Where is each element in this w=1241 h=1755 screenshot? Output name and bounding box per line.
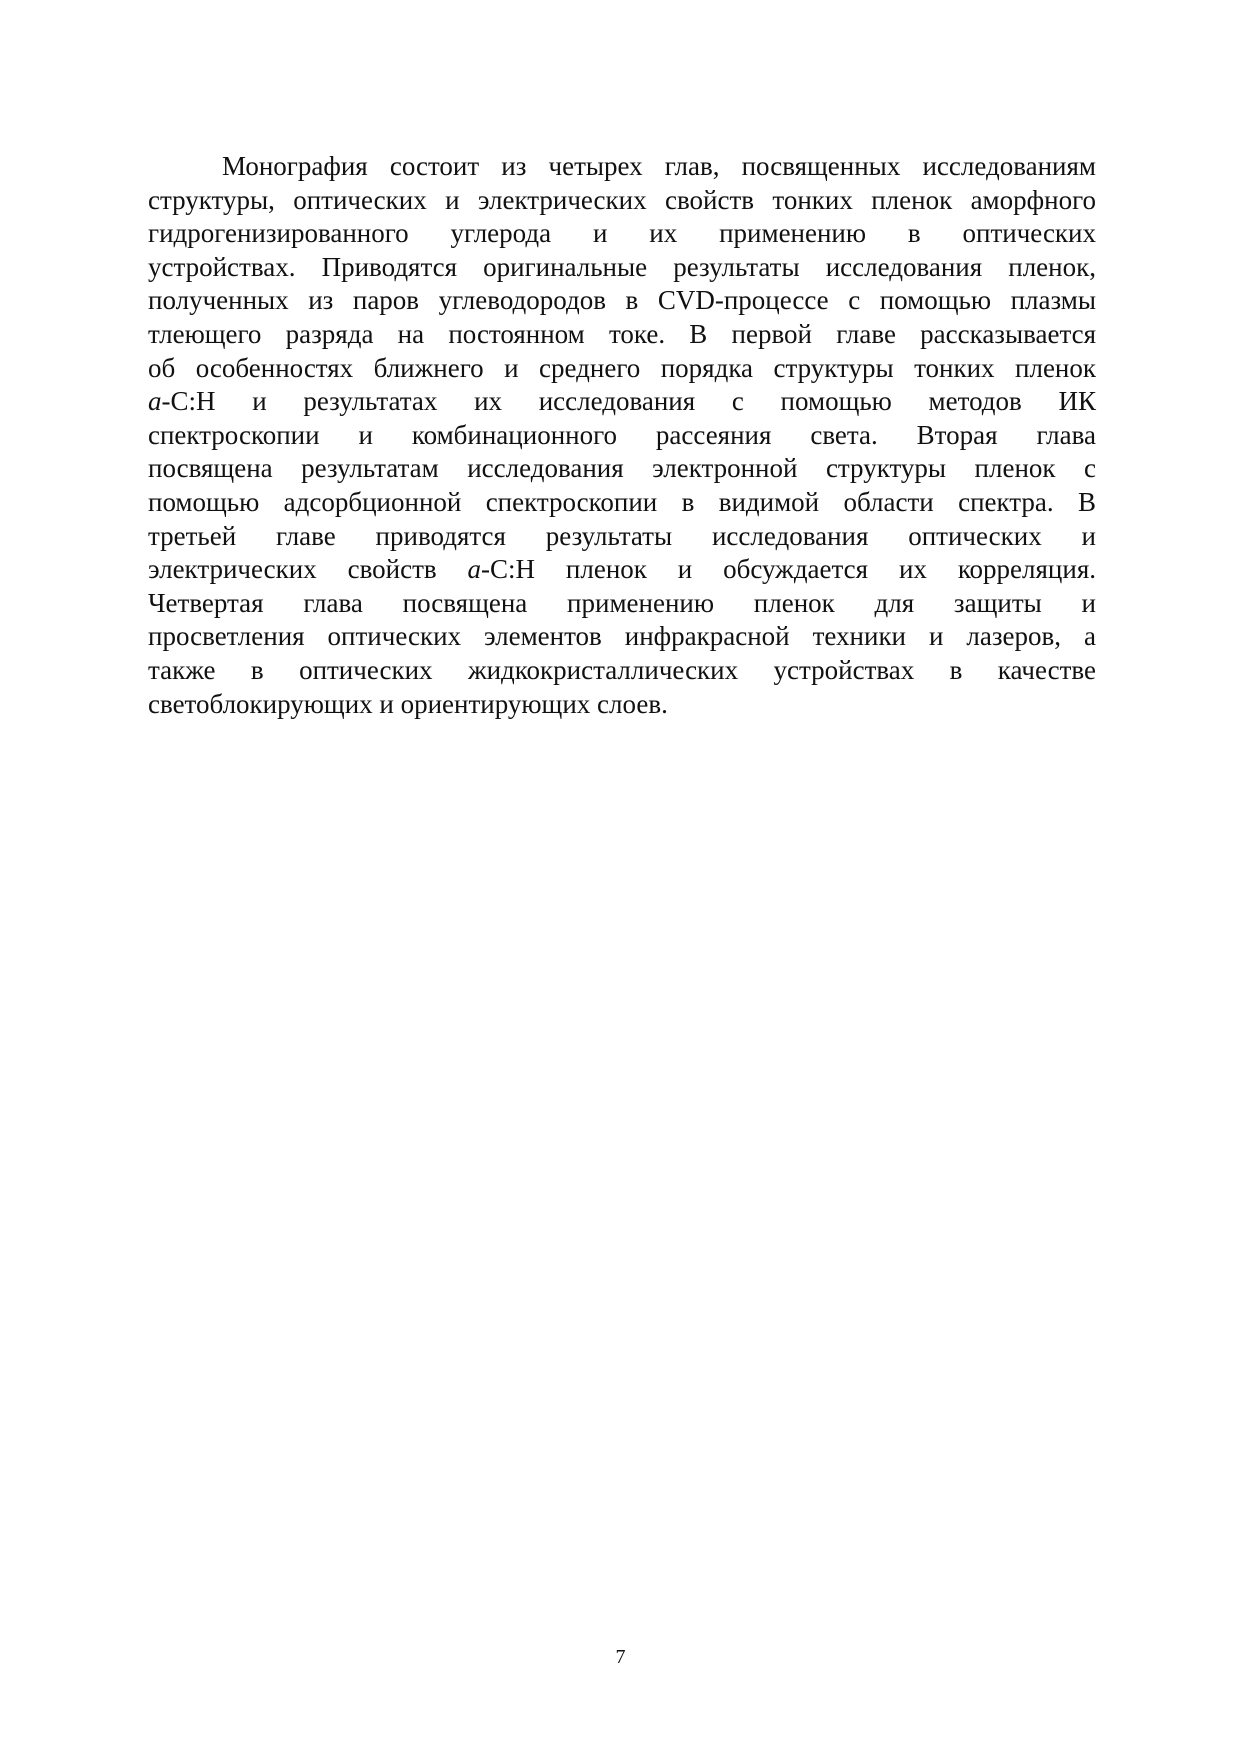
paragraph-line: посвящена результатам исследования электронной структуры пленок с (148, 453, 1096, 484)
paragraph-line: спектроскопии и комбинационного рассеяния света. Вторая глава (148, 419, 1096, 450)
italic-symbol: a (148, 386, 162, 417)
paragraph-line: структуры, оптических и электрических свойств тонких пленок аморфного (148, 184, 1096, 215)
paragraph-line: Четвертая глава посвящена применению пленок для защиты и (148, 587, 1096, 618)
paragraph-line: также в оптических жидкокристаллических устройствах в качестве (148, 654, 1096, 685)
italic-symbol: a (467, 554, 482, 585)
paragraph-line: светоблокирующих и ориентирующих слоев. (148, 688, 668, 719)
paragraph (148, 150, 1096, 721)
paragraph-line (148, 553, 1096, 587)
line-suffix: -C:H пленок и обсуждается их корреляция. (481, 554, 1097, 585)
paragraph-line: просветления оптических элементов инфракрасной техники и лазеров, а (148, 621, 1096, 652)
paragraph-line: гидрогенизированного углерода и их применению в оптических (148, 218, 1096, 249)
line-suffix: -C:H и результатах их исследования с помощью методов ИК (161, 386, 1096, 417)
paragraph-line: об особенностях ближнего и среднего порядка структуры тонких пленок (148, 352, 1096, 383)
paragraph-line: помощью адсорбционной спектроскопии в видимой области спектра. В (148, 486, 1096, 517)
line-prefix: электрических свойств (148, 554, 468, 585)
paragraph-line: Монография состоит из четырех глав, посвященных исследованиям (222, 151, 1096, 181)
paragraph-line (148, 385, 1096, 419)
paragraph-line: полученных из паров углеводородов в CVD-процессе с помощью плазмы (148, 285, 1096, 316)
paragraph-line: третьей главе приводятся результаты исследования оптических и (148, 520, 1096, 551)
paragraph-line: тлеющего разряда на постоянном токе. В первой главе рассказывается (148, 318, 1096, 349)
page-number: 7 (615, 1646, 626, 1668)
paragraph-line: устройствах. Приводятся оригинальные результаты исследования пленок, (148, 251, 1096, 282)
